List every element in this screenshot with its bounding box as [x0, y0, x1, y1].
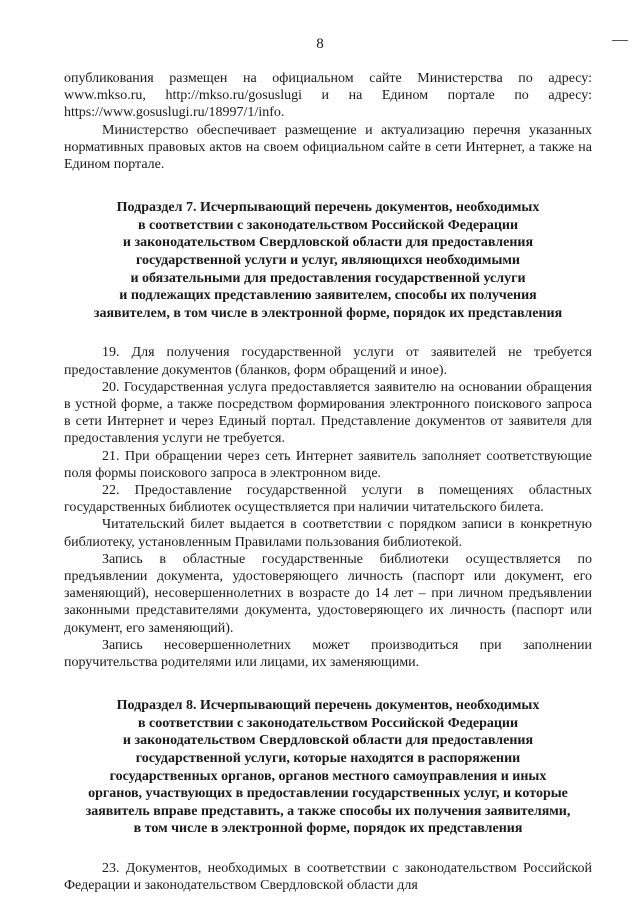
paragraph: Запись в областные государственные библиотеки осуществляется по предъявлении документа, удостоверяющего личность (паспорт или документ, его заменяющий), несовершеннолетних в возрасте до 14 лет – при личном предъявлении законными представителями документа, удостоверяющего их личность (паспорт или документ, его заменяющий). [64, 551, 592, 636]
paragraph-23: 23. Документов, необходимых в соответствии с законодательством Российской Федерации и законодательством Свердловской области для [64, 860, 592, 894]
heading-line: государственных органов, органов местного самоуправления и иных [109, 768, 547, 784]
heading-line: и законодательством Свердловской области для предоставления [122, 733, 534, 749]
heading-line: в том числе в электронной форме, порядок их представления [133, 821, 523, 837]
heading-line: Подраздел 7. Исчерпывающий перечень документов, необходимых [116, 200, 540, 216]
heading-line: заявитель вправе представить, а также способы их получения заявителями, [85, 803, 571, 819]
heading-line: государственной услуги и услуг, являющихся необходимыми [135, 253, 520, 268]
heading-line: заявителем, в том числе в электронной форме, порядок их представления [93, 305, 563, 321]
heading-line: и обязательными для предоставления государственной услуги [130, 270, 526, 286]
paragraph-22: 22. Предоставление государственной услуги в помещениях областных государственных библиотек осуществляется при наличии читательского билета. [64, 483, 592, 516]
document-body [64, 70, 592, 894]
heading-line: органов, участвующих в предоставлении государственных услуг, и которые [88, 786, 568, 802]
heading-line: и подлежащих представлению заявителем, способы их получения [119, 288, 537, 304]
paragraph: Министерство обеспечивает размещение и актуализацию перечня указанных нормативных правовых актов на своем официальном сайте в сети Интернет, а также на Едином портале. [64, 122, 592, 173]
heading-line: Подраздел 8. Исчерпывающий перечень документов, необходимых [116, 698, 540, 714]
heading-line: в соответствии с законодательством Российской Федерации [137, 715, 519, 731]
heading-line: в соответствии с законодательством Российской Федерации [137, 217, 519, 233]
section-7-heading [64, 199, 592, 322]
paragraph: Читательский билет выдается в соответствии с порядком записи в конкретную библиотеку, установленным Правилами пользования библиотекой. [64, 517, 592, 550]
paragraph-21: 21. При обращении через сеть Интернет заявитель заполняет соответствующие поля формы поискового запроса в электронном виде. [64, 448, 592, 481]
paragraph-continuation: опубликования размещен на официальном сайте Министерства по адресу: www.mkso.ru, http://mkso.ru/gosuslugi и на Едином портале по адресу: https://www.gosuslugi.ru/18997/1/info. [64, 71, 592, 121]
paragraph: Запись несовершеннолетних может производиться при заполнении поручительства родителями или лицами, их заменяющими. [64, 637, 592, 671]
scan-mark [612, 40, 628, 41]
heading-line: и законодательством Свердловской области для предоставления [122, 235, 534, 251]
paragraph-20: 20. Государственная услуга предоставляется заявителю на основании обращения в устной форме, а также посредством формирования электронного поискового запроса в сети Интернет и через Единый портал. Представление документов от заявителя для предоставления услуги не требуется. [64, 379, 592, 447]
page-number: 8 [316, 36, 324, 52]
paragraph-19: 19. Для получения государственной услуги от заявителей не требуется предоставление документов (бланков, форм обращений и иное). [64, 345, 592, 378]
heading-line: государственной услуги, которые находятся в распоряжении [135, 751, 521, 767]
section-8-heading [64, 697, 592, 838]
